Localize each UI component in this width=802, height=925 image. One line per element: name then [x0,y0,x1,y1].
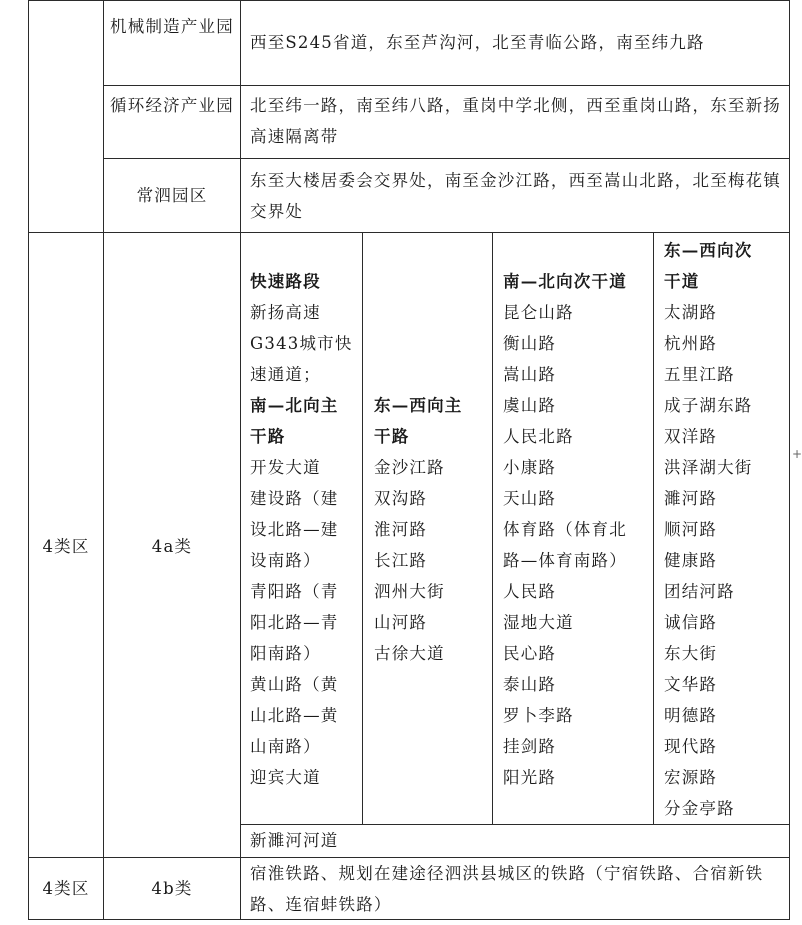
road-item: 小康路 [503,458,557,477]
road-item: 路—体育南路） [503,551,627,570]
road-item: 东大街 [664,644,718,663]
east-west-main-road-column [374,390,463,669]
area-class-label: 4类区 [42,879,90,898]
road-item: G343城市快 [250,334,353,353]
table-border-right [789,0,790,920]
table-row-divider [103,158,790,159]
road-item: 衡山路 [503,334,557,353]
road-class-label: 4b类 [151,879,193,898]
road-item: 黄山路（黄 [250,675,339,694]
road-item: 民心路 [503,644,557,663]
road-item: 双沟路 [374,489,428,508]
road-item: 天山路 [503,489,557,508]
road-item: 阳光路 [503,768,557,787]
road-item: 双洋路 [664,427,718,446]
road-item: 分金亭路 [664,799,735,818]
road-item: 阳北路—青 [250,613,339,632]
road-item: 成子湖东路 [664,396,753,415]
road-item: 山南路） [250,737,321,756]
road-item: 健康路 [664,551,718,570]
road-item: 昆仑山路 [503,303,574,322]
column-heading: 东—西向主 [374,396,463,415]
table-col-divider [492,232,493,824]
column-heading: 干路 [374,427,410,446]
road-item: 杭州路 [664,334,718,353]
road-item: 泗州大街 [374,582,445,601]
road-item: 青阳路（青 [250,582,339,601]
table-col-divider [362,232,363,824]
railway-desc: 宿淮铁路、规划在建途径泗洪县城区的铁路（宁宿铁路、合宿新铁路、连宿蚌铁路） [250,864,764,914]
table-row-divider [103,85,790,86]
column-heading: 快速路段 [250,272,321,291]
road-item: 古徐大道 [374,644,445,663]
road-item: 新扬高速 [250,303,321,322]
road-item: 诚信路 [664,613,718,632]
table-row-divider [28,232,790,233]
table-border-left [28,0,29,920]
north-south-secondary-road-column [503,266,627,793]
column-heading: 南—北向次干道 [503,272,627,291]
road-item: 体育路（体育北 [503,520,627,539]
road-item: 明德路 [664,706,718,725]
road-item: 太湖路 [664,303,718,322]
road-item: 人民北路 [503,427,574,446]
zone-name: 常泗园区 [136,186,208,205]
road-item: 挂剑路 [503,737,557,756]
zone-name: 机械制造产业园 [110,17,234,36]
zone-boundary-desc: 西至S245省道，东至芦沟河，北至青临公路，南至纬九路 [250,33,705,52]
column-heading: 南—北向主 [250,396,339,415]
road-item: 濉河路 [664,489,718,508]
east-west-secondary-road-column [664,235,753,824]
road-item: 现代路 [664,737,718,756]
road-item: 团结河路 [664,582,735,601]
column-heading: 东—西向次 [664,241,753,260]
road-item: 设南路） [250,551,321,570]
road-item: 嵩山路 [503,365,557,384]
road-item: 虞山路 [503,396,557,415]
table-col-divider [103,0,104,920]
road-item: 建设路（建 [250,489,339,508]
road-item: 人民路 [503,582,557,601]
road-item: 迎宾大道 [250,768,321,787]
road-item: 设北路—建 [250,520,339,539]
road-item: 五里江路 [664,365,735,384]
road-item: 顺河路 [664,520,718,539]
expressway-column [250,266,353,793]
road-item: 湿地大道 [503,613,574,632]
table-col-divider [653,232,654,824]
column-heading: 干道 [664,272,700,291]
road-item: 速通道； [250,365,321,384]
road-item: 阳南路） [250,644,321,663]
road-item: 长江路 [374,551,428,570]
area-class-label: 4类区 [42,537,90,556]
zone-name: 循环经济产业园 [110,96,234,115]
road-item: 山河路 [374,613,428,632]
column-heading: 干路 [250,427,286,446]
road-item: 金沙江路 [374,458,445,477]
road-item: 宏源路 [664,768,718,787]
road-item: 洪泽湖大街 [664,458,753,477]
road-item: 文华路 [664,675,718,694]
page-edge-marker: + [792,447,802,461]
road-item: 罗卜李路 [503,706,574,725]
river-channel-item: 新濉河河道 [250,831,339,850]
zone-boundary-desc: 东至大楼居委会交界处，南至金沙江路，西至嵩山北路，北至梅花镇交界处 [250,171,781,221]
table-border-top [28,0,790,1]
road-item: 泰山路 [503,675,557,694]
zone-boundary-desc: 北至纬一路，南至纬八路，重岗中学北侧，西至重岗山路，东至新扬高速隔离带 [250,96,781,146]
road-item: 淮河路 [374,520,428,539]
road-class-label: 4a类 [151,537,193,556]
table-col-divider [240,0,241,920]
road-item: 山北路—黄 [250,706,339,725]
road-item: 开发大道 [250,458,321,477]
